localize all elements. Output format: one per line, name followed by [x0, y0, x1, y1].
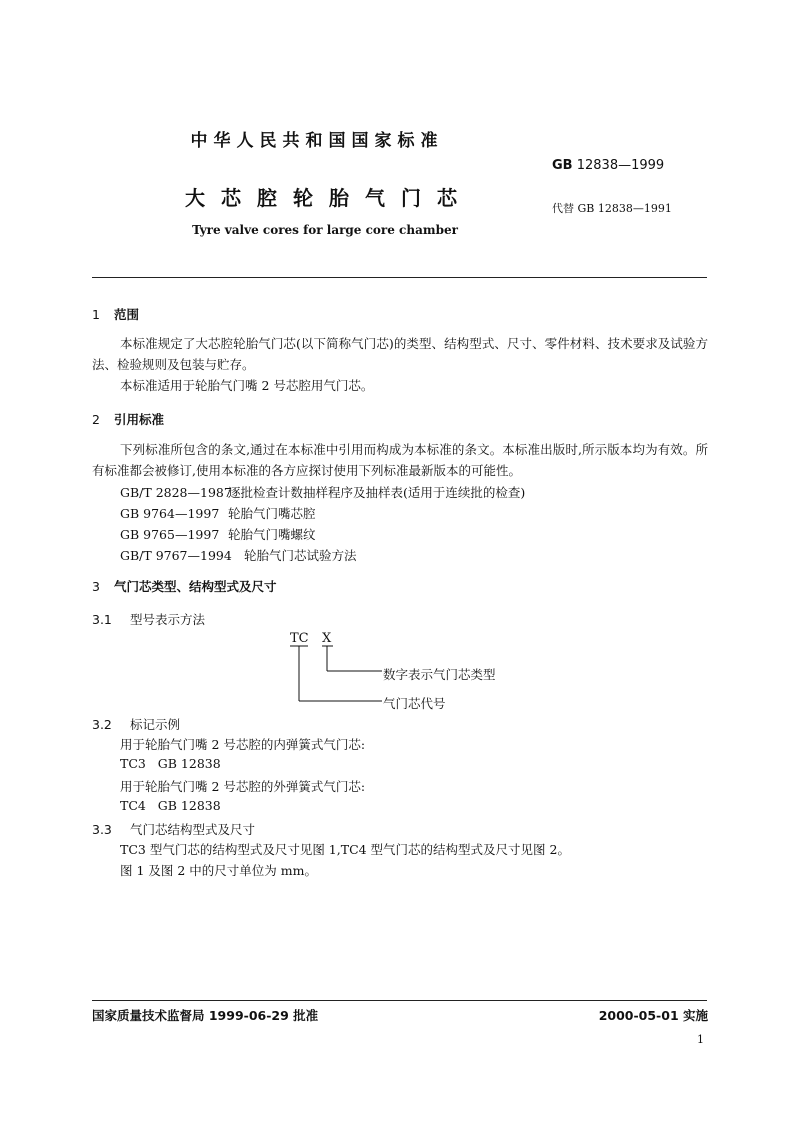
reference-item: [120, 525, 316, 543]
subsection-number: 3.3: [92, 822, 112, 837]
footer-divider: [92, 1000, 707, 1001]
section-2-heading: [92, 410, 164, 428]
approval-note: 国家质量技术监督局 1999-06-29 批准: [92, 1008, 319, 1023]
section-number: 1: [92, 307, 100, 322]
section-title: 范围: [114, 307, 140, 322]
code-tc-label: 气门芯代号: [383, 696, 446, 711]
implementation-date: 2000-05-01 实施: [598, 1008, 708, 1023]
reference-title: 轮胎气门嘴螺纹: [228, 527, 316, 542]
national-standard-heading: 中华人民共和国国家标准: [190, 131, 444, 151]
section-title: 气门芯类型、结构型式及尺寸: [114, 579, 277, 594]
section-1-paragraph-2: 本标准适用于轮胎气门嘴 2 号芯腔用气门芯。: [120, 378, 374, 393]
subsection-title: 气门芯结构型式及尺寸: [130, 822, 256, 837]
reference-code: GB 9765—1997: [120, 527, 220, 542]
reference-code: GB 9764—1997: [120, 506, 220, 521]
section-title: 引用标准: [114, 412, 165, 427]
header-divider: [92, 277, 707, 278]
subsection-number: 3.1: [92, 612, 112, 627]
reference-title: 轮胎气门芯试验方法: [244, 548, 357, 563]
reference-item: [120, 546, 357, 564]
subsection-3-1-heading: [92, 610, 205, 628]
document-title: 大芯腔轮胎气门芯: [185, 186, 473, 210]
reference-item: [120, 483, 525, 501]
structure-line-1: TC3 型气门芯的结构型式及尺寸见图 1,TC4 型气门芯的结构型式及尺寸见图 2。: [120, 842, 570, 857]
english-title: Tyre valve cores for large core chamber: [192, 223, 458, 237]
marking-example-line-2: TC3 GB 12838: [120, 756, 221, 771]
reference-title: 逐批检查计数抽样程序及抽样表(适用于连续批的检查): [228, 485, 526, 500]
subsection-number: 3.2: [92, 717, 112, 732]
code-x-label: 数字表示气门芯类型: [383, 667, 496, 682]
gb-number: 12838—1999: [576, 158, 665, 173]
subsection-3-2-heading: [92, 715, 180, 733]
reference-item: [120, 504, 316, 522]
code-tc-text: TC: [290, 631, 309, 646]
marking-example-line-3: 用于轮胎气门嘴 2 号芯腔的外弹簧式气门芯:: [120, 779, 366, 794]
reference-title: 轮胎气门嘴芯腔: [228, 506, 316, 521]
marking-example-line-4: TC4 GB 12838: [120, 798, 221, 813]
section-number: 2: [92, 412, 100, 427]
subsection-title: 型号表示方法: [130, 612, 206, 627]
code-x-text: X: [322, 631, 332, 646]
standard-number: [552, 158, 664, 173]
replaces-standard: 代替 GB 12838—1991: [552, 202, 672, 215]
structure-line-2: 图 1 及图 2 中的尺寸单位为 mm。: [120, 863, 317, 878]
section-number: 3: [92, 579, 100, 594]
section-1-paragraph-1: 本标准规定了大芯腔轮胎气门芯(以下简称气门芯)的类型、结构型式、尺寸、零件材料、技术要求及试验方法、检验规则及包装与贮存。: [92, 336, 708, 372]
page-number: 1: [697, 1033, 704, 1046]
reference-code: GB/T 9767—1994: [120, 548, 232, 563]
reference-code: GB/T 2828—1987: [120, 485, 232, 500]
section-1-heading: [92, 305, 139, 323]
subsection-title: 标记示例: [130, 717, 181, 732]
gb-prefix: GB: [552, 158, 573, 173]
section-2-paragraph-1: 下列标准所包含的条文,通过在本标准中引用而构成为本标准的条文。本标准出版时,所示版本均为有效。所有标准都会被修订,使用本标准的各方应探讨使用下列标准最新版本的可能性。: [92, 442, 708, 478]
subsection-3-3-heading: [92, 820, 255, 838]
section-3-heading: [92, 577, 277, 595]
marking-example-line-1: 用于轮胎气门嘴 2 号芯腔的内弹簧式气门芯:: [120, 737, 366, 752]
